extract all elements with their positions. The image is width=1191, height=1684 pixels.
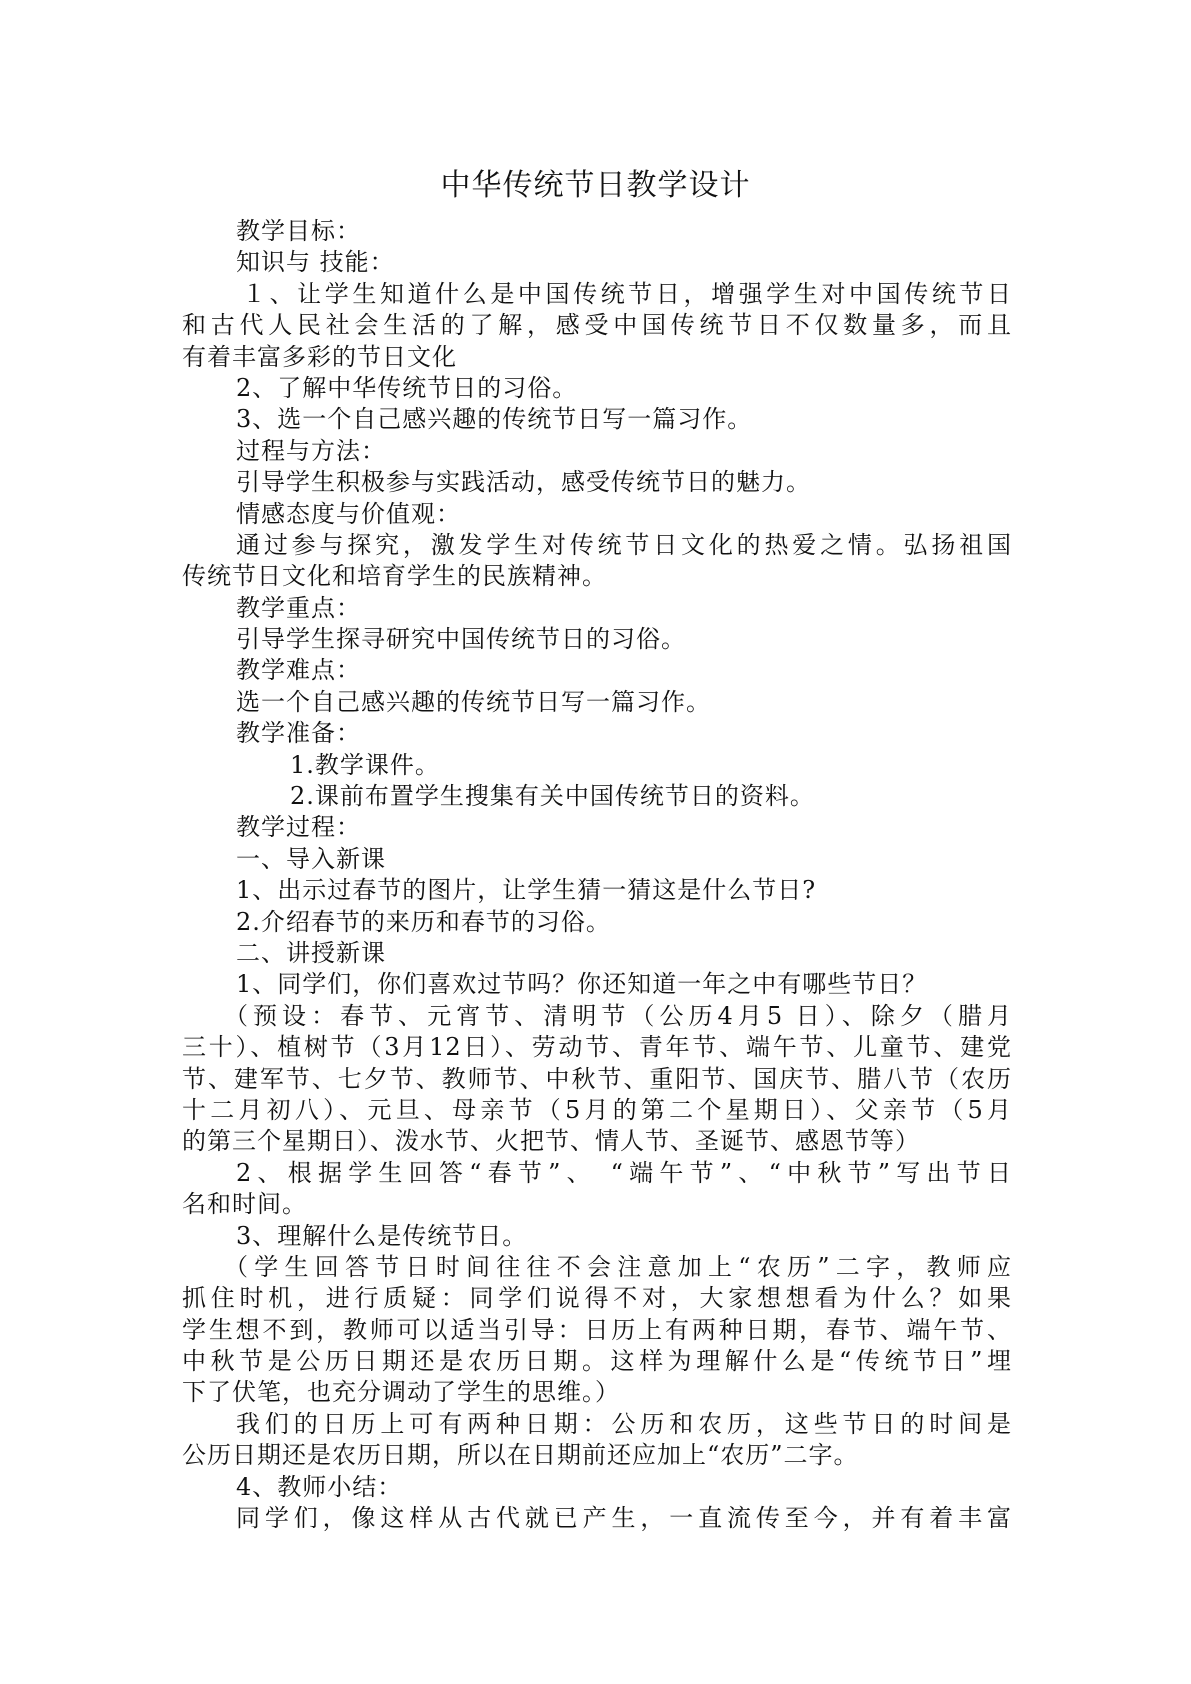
paragraph-line: 传统节日文化和培育学生的民族精神。	[182, 562, 607, 591]
document-body	[182, 216, 1012, 1534]
paragraph-line: 节、建军节、七夕节、教师节、中秋节、重阳节、国庆节、腊八节（农历	[182, 1064, 1012, 1093]
paragraph-line: 同学们，像这样从古代就已产生，一直流传至今，并有着丰富	[236, 1504, 1012, 1533]
section-heading-difficulties: 教学难点：	[236, 656, 361, 685]
subheading-new-lesson: 二、讲授新课	[236, 938, 386, 967]
paragraph-line: 中秋节是公历日期还是农历日期。这样为理解什么是“传统节日”埋	[182, 1347, 1012, 1376]
paragraph-line: 的第三个星期日）、泼水节、火把节、情人节、圣诞节、感恩节等）	[182, 1127, 920, 1156]
paragraph-line: 学生想不到，教师可以适当引导：日历上有两种日期，春节、端午节、	[182, 1315, 1012, 1344]
paragraph-line: 引导学生探寻研究中国传统节日的习俗。	[236, 625, 686, 654]
paragraph-line: 1、同学们，你们喜欢过节吗？你还知道一年之中有哪些节日？	[236, 970, 928, 999]
section-heading-objectives: 教学目标：	[236, 217, 361, 245]
paragraph-line: 1、出示过春节的图片，让学生猜一猜这是什么节日?	[236, 876, 817, 905]
paragraph-line: 2.介绍春节的来历和春节的习俗。	[236, 907, 611, 936]
section-heading-preparation: 教学准备：	[236, 719, 361, 748]
paragraph-line: 引导学生积极参与实践活动，感受传统节日的魅力。	[236, 468, 811, 497]
paragraph-line: 我们的日历上可有两种日期：公历和农历，这些节日的时间是	[236, 1409, 1012, 1438]
subheading-intro: 一、导入新课	[236, 844, 386, 873]
paragraph-line: 有着丰富多彩的节日文化	[182, 342, 457, 371]
section-heading-key-points: 教学重点：	[236, 593, 361, 622]
subheading-attitude-values: 情感态度与价值观：	[236, 499, 461, 528]
list-item: 1.教学课件。	[290, 750, 440, 779]
paragraph-line: （学生回答节日时间往往不会注意加上“农历”二字，教师应	[224, 1252, 1012, 1281]
paragraph-line: 3、理解什么是传统节日。	[236, 1221, 528, 1250]
paragraph-line: 下了伏笔，也充分调动了学生的思维。）	[182, 1378, 620, 1407]
paragraph-line: 和古代人民社会生活的了解，感受中国传统节日不仅数量多，而且	[182, 311, 1012, 340]
paragraph-line: 三十）、植树节（3月12日）、劳动节、青年节、端午节、儿童节、建党	[182, 1033, 1012, 1062]
paragraph-line: （预设：春节、元宵节、清明节（公历4月5 日）、除夕（腊月	[224, 1001, 1012, 1030]
paragraph-line: 2、了解中华传统节日的习俗。	[236, 373, 578, 402]
paragraph-line: 选一个自己感兴趣的传统节日写一篇习作。	[236, 687, 711, 716]
paragraph-line: 4、教师小结：	[236, 1472, 403, 1501]
section-heading-process: 教学过程：	[236, 813, 361, 842]
paragraph-line: 3、选一个自己感兴趣的传统节日写一篇习作。	[236, 405, 753, 434]
document-title: 中华传统节日教学设计	[440, 168, 751, 203]
paragraph-line: １、让学生知道什么是中国传统节日，增强学生对中国传统节日	[242, 279, 1012, 308]
list-item: 2.课前布置学生搜集有关中国传统节日的资料。	[290, 782, 815, 811]
paragraph-line: 通过参与探究，激发学生对传统节日文化的热爱之情。弘扬祖国	[236, 530, 1012, 559]
paragraph-line: 公历日期还是农历日期，所以在日期前还应加上“农历”二字。	[182, 1441, 859, 1470]
paragraph-line: 抓住时机，进行质疑：同学们说得不对，大家想想看为什么？如果	[182, 1284, 1012, 1313]
subheading-process-method: 过程与方法：	[236, 436, 386, 465]
paragraph-line: 名和时间。	[182, 1190, 307, 1219]
paragraph-line: 十二月初八）、元旦、母亲节（5月的第二个星期日）、父亲节（5月	[182, 1095, 1012, 1124]
subheading-knowledge-skills: 知识与 技能：	[236, 248, 395, 277]
paragraph-line: 2、根据学生回答“春节”、 “端午节”、“中秋节”写出节日	[236, 1158, 1012, 1187]
